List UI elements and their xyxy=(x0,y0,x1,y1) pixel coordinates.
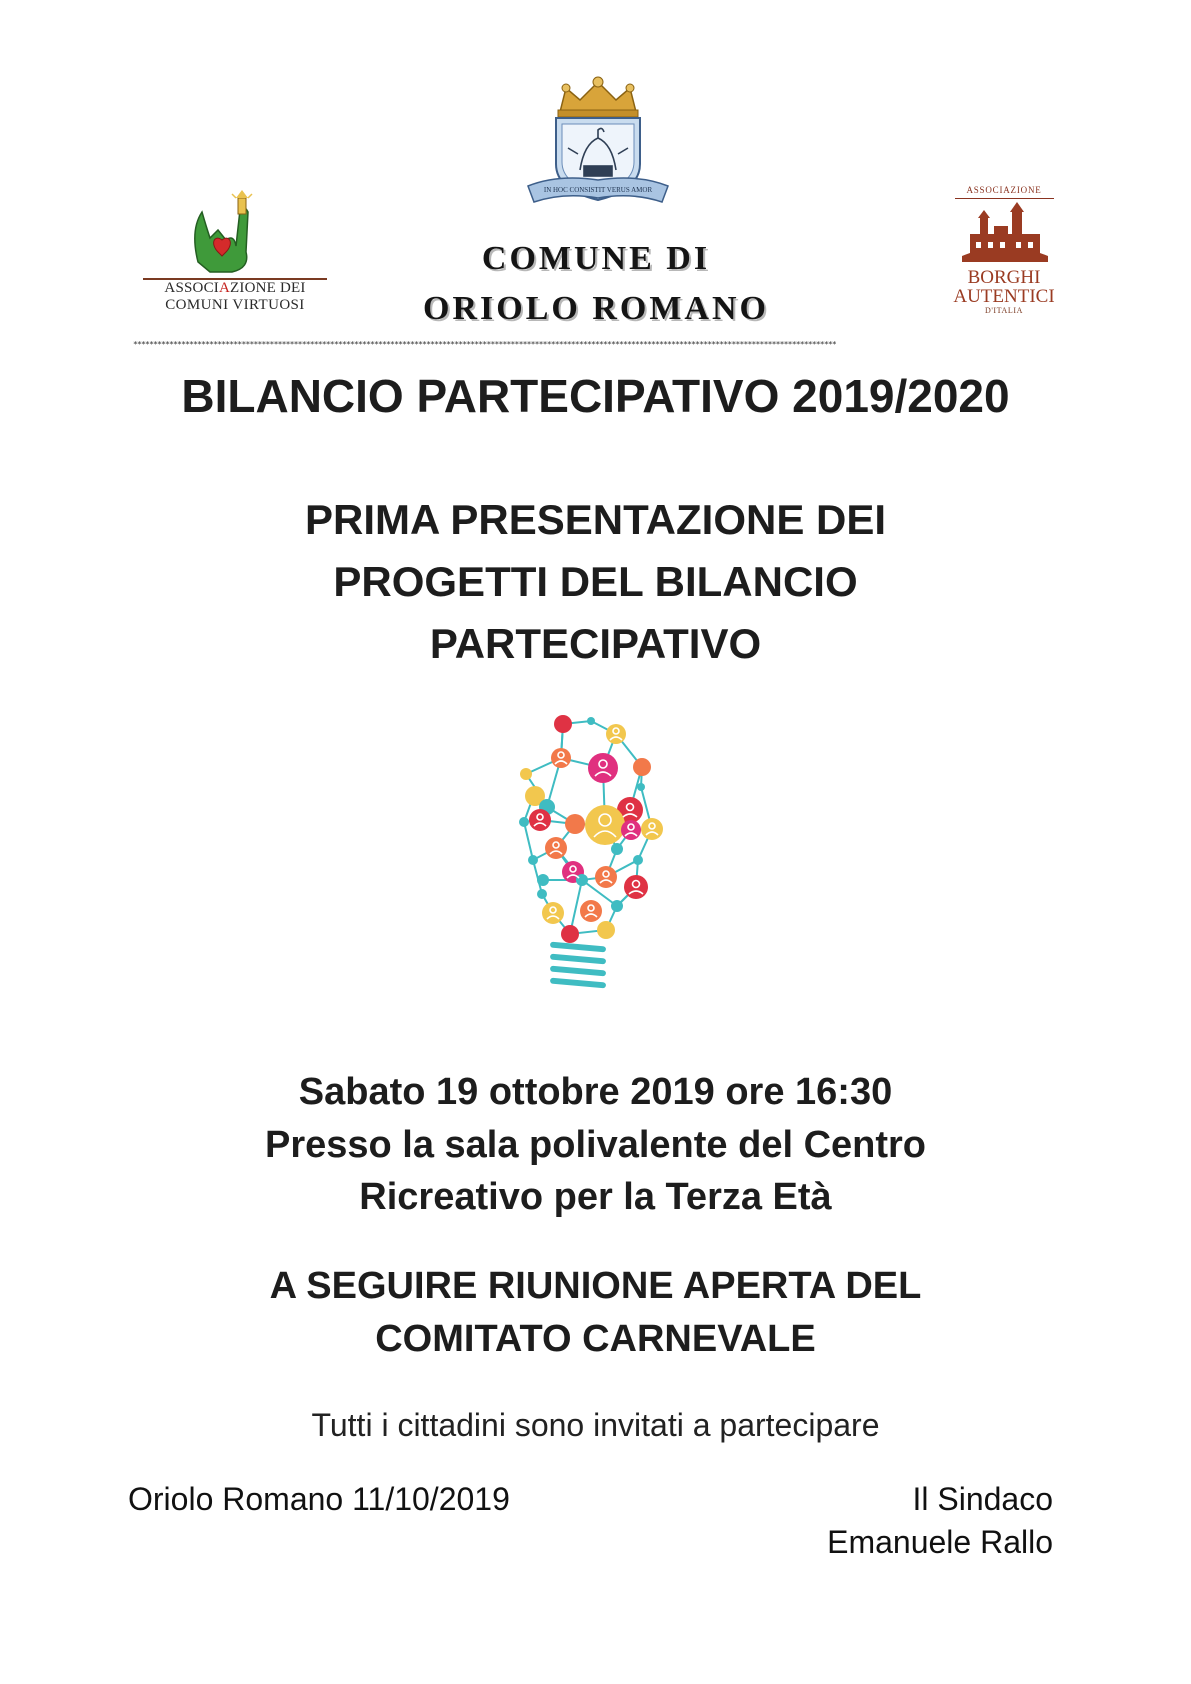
right-logo-caption-line1: BORGHI xyxy=(967,267,1041,288)
municipality-name-line2: ORIOLO ROMANO xyxy=(423,290,769,327)
crown-icon xyxy=(558,77,638,117)
invitation-text: Tutti i cittadini sono invitati a partecipare xyxy=(311,1407,880,1443)
right-logo-caption-top: ASSOCIAZIONE xyxy=(966,185,1042,195)
subtitle-line-1: PRIMA PRESENTAZIONE DEI xyxy=(304,496,887,543)
right-logo-caption-line3: D'ITALIA xyxy=(984,306,1024,315)
municipal-crest-logo xyxy=(518,74,678,214)
subtitle-line-2: PROGETTI DEL BILANCIO xyxy=(333,558,858,605)
left-logo-caption-line1: ASSOCIAZIONE DEI xyxy=(164,280,306,296)
event-venue-line-1: Presso la sala polivalente del Centro xyxy=(264,1124,927,1166)
signatory-title: Il Sindaco xyxy=(912,1481,1053,1517)
followup-line-2: COMITATO CARNEVALE xyxy=(375,1318,816,1360)
svg-text:IN HOC CONSISTIT VERUS AMOR: IN HOC CONSISTIT VERUS AMOR xyxy=(543,186,653,194)
village-icon xyxy=(962,202,1048,262)
place-and-date: Oriolo Romano 11/10/2019 xyxy=(128,1481,510,1517)
event-date: Sabato 19 ottobre 2019 ore 16:30 xyxy=(298,1071,893,1113)
asterisk-separator: ******************************************************************************************************************************************************************************* xyxy=(133,340,836,349)
page-title: BILANCIO PARTECIPATIVO 2019/2020 xyxy=(181,370,1010,422)
bulb-base-icon xyxy=(550,942,606,989)
lightbulb-network-illustration xyxy=(490,712,690,1012)
subtitle-line-3: PARTECIPATIVO xyxy=(429,620,762,667)
signatory-name: Emanuele Rallo xyxy=(827,1524,1053,1560)
left-logo-caption-line2: COMUNI VIRTUOSI xyxy=(165,297,305,313)
hand-heart-icon xyxy=(195,190,252,272)
followup-line-1: A SEGUIRE RIUNIONE APERTA DEL xyxy=(269,1265,922,1307)
person-nodes xyxy=(519,715,663,943)
event-venue-line-2: Ricreativo per la Terza Età xyxy=(359,1176,832,1218)
right-logo-caption-line2: AUTENTICI xyxy=(953,286,1055,307)
municipality-name-line1: COMUNE DI xyxy=(481,240,711,277)
